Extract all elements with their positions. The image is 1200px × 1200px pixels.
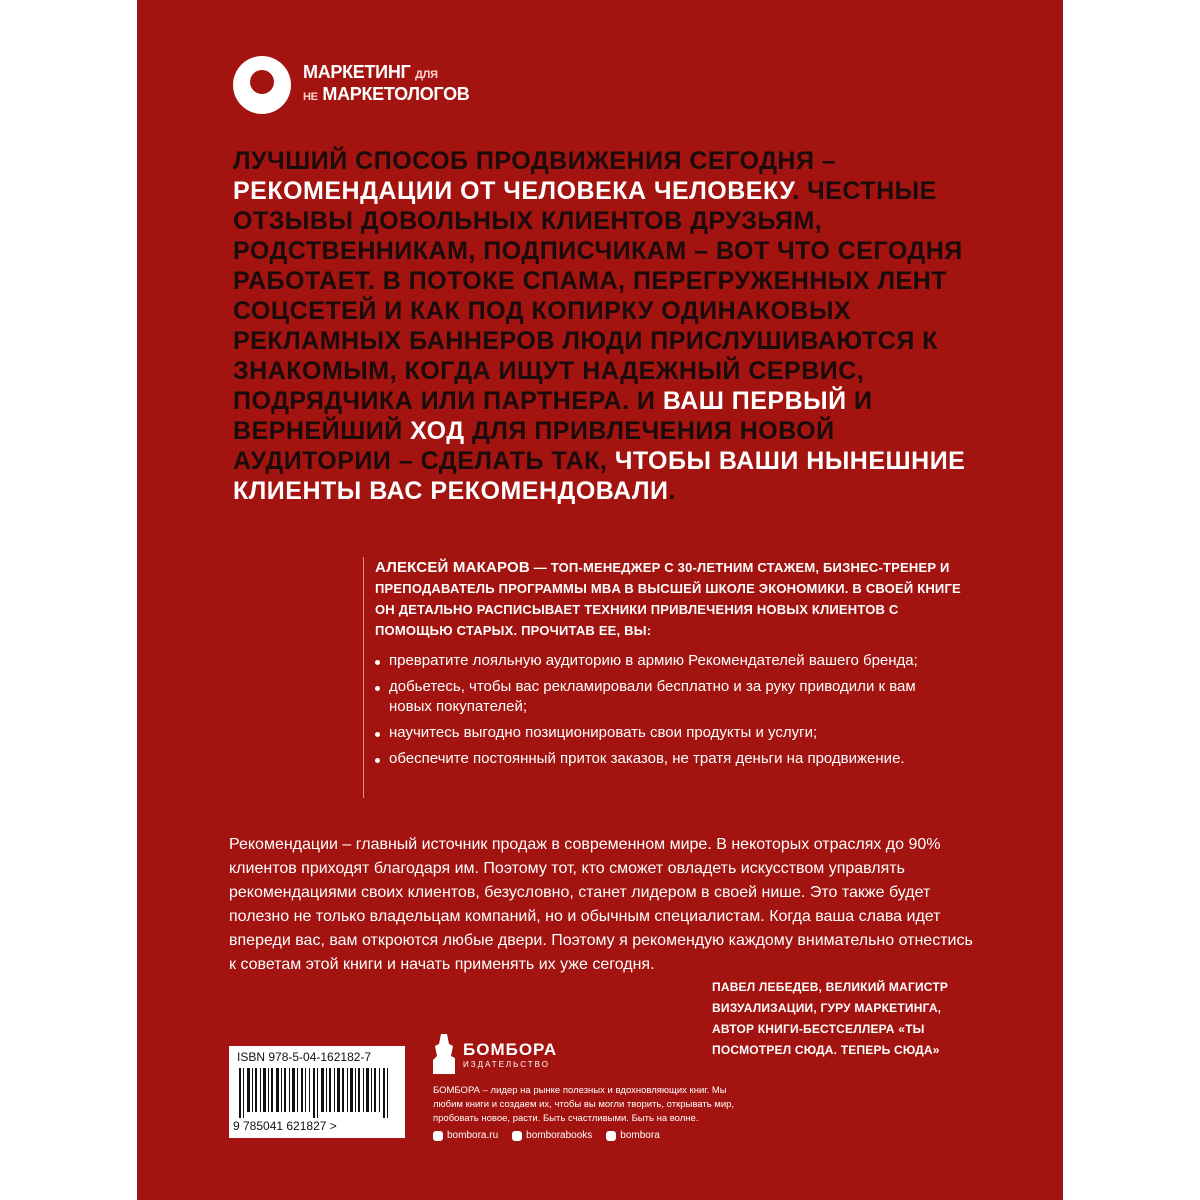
lead-text: . ЧЕСТНЫЕ ОТЗЫВЫ ДОВОЛЬНЫХ КЛИЕНТОВ ДРУЗЬЯМ, РОДСТВЕННИКАМ, ПОДПИСЧИКАМ – ВОТ ЧТО СЕГОДНЯ РАБОТАЕТ. В ПОТОКЕ СПАМА, ПЕРЕГРУЖЕННЫХ ЛЕНТ СОЦСЕТЕЙ И КАК ПОД КОПИРКУ ОДИНАКОВЫХ РЕКЛАМНЫХ БАННЕРОВ ЛЮДИ ПРИСЛУШИВАЮТСЯ К ЗНАКОМЫМ, КОГДА ИЩУТ НАДЕЖНЫЙ СЕРВИС, ПОДРЯДЧИКА ИЛИ ПАРТНЕРА. И (233, 177, 963, 415)
lead-highlight: РЕКОМЕНДАЦИИ ОТ ЧЕЛОВЕКА ЧЕЛОВЕКУ (233, 177, 793, 205)
lead-highlight: ХОД (410, 417, 465, 445)
barcode-digits: 9 785041 621827 > (233, 1119, 337, 1133)
lead-paragraph (233, 146, 973, 506)
social-link[interactable]: bombora.ru (447, 1130, 499, 1141)
author-block (375, 557, 961, 775)
lead-text: . (668, 477, 676, 505)
series-logo (233, 56, 469, 114)
lead-text: И ВЕРНЕЙШИЙ (233, 387, 873, 445)
vk-icon (512, 1131, 522, 1141)
logo-small1: ДЛЯ (415, 69, 438, 81)
publisher-logo (433, 1034, 557, 1074)
book-back-cover (137, 0, 1063, 1200)
quote-author: ПАВЕЛ ЛЕБЕДЕВ, ВЕЛИКИЙ МАГИСТР ВИЗУАЛИЗАЦИИ, ГУРУ МАРКЕТИНГА, АВТОР КНИГИ-БЕСТСЕЛЛЕРА «ТЫ ПОСМОТРЕЛ СЮДА. ТЕПЕРЬ СЮДА» (712, 980, 949, 1057)
list-item: превратите лояльную аудиторию в армию Рекомендателей вашего бренда; (375, 651, 961, 671)
social-links (433, 1130, 674, 1141)
isbn-label: ISBN 978-5-04-162182-7 (237, 1050, 372, 1064)
lead-text: ЛУЧШИЙ СПОСОБ ПРОДВИЖЕНИЯ СЕГОДНЯ – (233, 147, 837, 175)
list-item: научитесь выгодно позиционировать свои продукты и услуги; (375, 723, 961, 743)
barcode-bars (239, 1068, 395, 1118)
series-logo-icon (233, 56, 291, 114)
social-link[interactable]: bomborabooks (526, 1130, 593, 1141)
author-name: АЛЕКСЕЙ МАКАРОВ (375, 559, 530, 576)
lead-highlight: ЧТОБЫ ВАШИ НЫНЕШНИЕ КЛИЕНТЫ ВАС РЕКОМЕНДОВАЛИ (233, 447, 966, 505)
social-link[interactable]: bombora (620, 1130, 660, 1141)
author-bio (375, 557, 961, 641)
youtube-icon (606, 1131, 616, 1141)
logo-line2: МАРКЕТОЛОГОВ (322, 84, 470, 104)
publisher-sub: ИЗДАТЕЛЬСТВО (463, 1059, 550, 1069)
author-bio-text: — ТОП-МЕНЕДЖЕР С 30-ЛЕТНИМ СТАЖЕМ, БИЗНЕС-ТРЕНЕР И ПРЕПОДАВАТЕЛЬ ПРОГРАММЫ MBA В ВЫСШЕЙ ШКОЛЕ ЭКОНОМИКИ. В СВОЕЙ КНИГЕ ОН ДЕТАЛЬНО РАСПИСЫВАЕТ ТЕХНИКИ ПРИВЛЕЧЕНИЯ НОВЫХ КЛИЕНТОВ С ПОМОЩЬЮ СТАРЫХ. ПРОЧИТАВ ЕЕ, ВЫ: (375, 560, 961, 638)
logo-line1: МАРКЕТИНГ (303, 62, 411, 82)
lead-text: ДЛЯ ПРИВЛЕЧЕНИЯ НОВОЙ АУДИТОРИИ – СДЕЛАТЬ ТАК, (233, 417, 835, 475)
publisher-name: БОМБОРА (463, 1039, 558, 1059)
endorsement-quote: Рекомендации – главный источник продаж в современном мире. В некоторых отраслях до 90% клиентов приходят благодаря им. Поэтому тот, кто сможет овладеть искусством управлять рекомендациями своих клиентов, безусловно, станет лидером в своей нише. Это также будет полезно не только владельцам компаний, но и обычным специалистам. Когда ваша слава идет впереди вас, вам откроются любые двери. Поэтому я рекомендую каждому внимательно отнестись к советам этой книги и начать применять их уже сегодня. (229, 836, 973, 973)
barcode (229, 1046, 405, 1138)
publisher-description: БОМБОРА – лидер на рынке полезных и вдохновляющих книг. Мы любим книги и создаем их, чтобы вы могли творить, открывать мир, пробовать новое, расти. Быть счастливыми. Быть на волне. (433, 1085, 735, 1124)
lead-highlight: ВАШ ПЕРВЫЙ (662, 387, 847, 415)
list-item: добьетесь, чтобы вас рекламировали бесплатно и за руку приводили к вам новых покупателей; (375, 677, 961, 717)
web-icon (433, 1131, 443, 1141)
benefits-list (375, 651, 961, 769)
series-logo-text (303, 63, 469, 107)
divider (363, 557, 364, 798)
publisher-icon (433, 1034, 455, 1074)
logo-small2: НЕ (303, 91, 318, 103)
list-item: обеспечите постоянный приток заказов, не тратя деньги на продвижение. (375, 749, 961, 769)
